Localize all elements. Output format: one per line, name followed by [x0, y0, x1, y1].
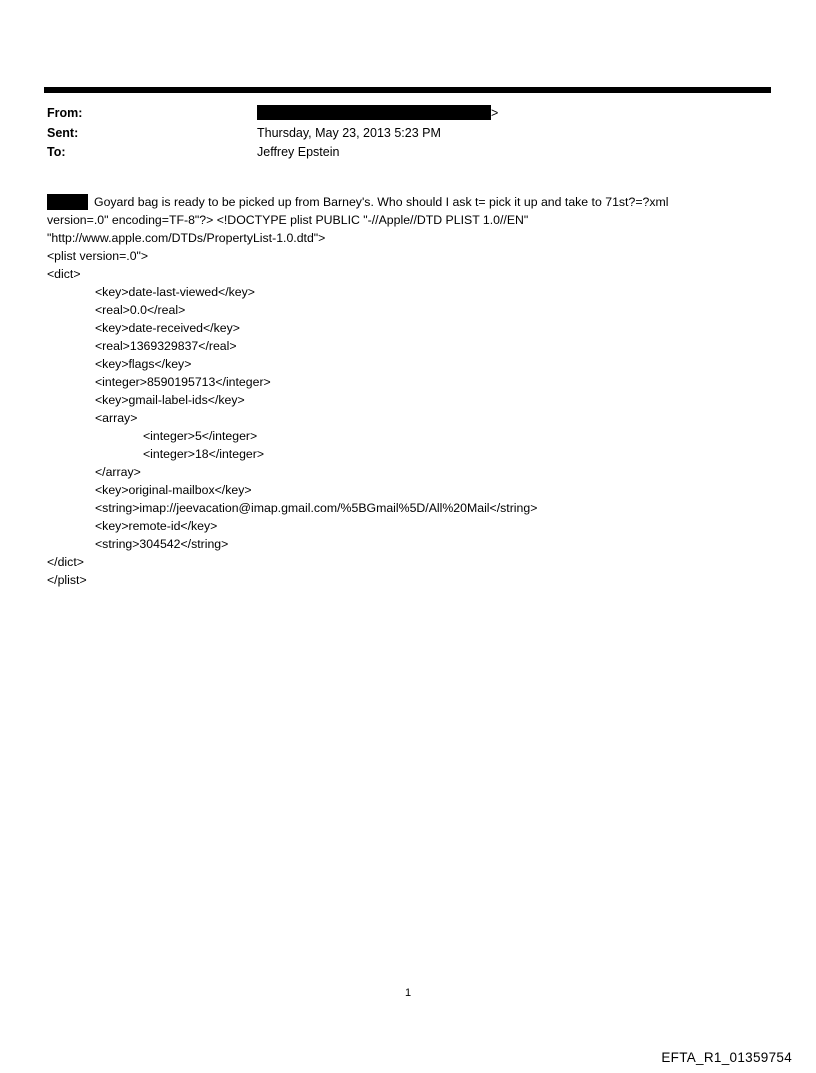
plist-line: <key>gmail-label-ids</key>: [95, 393, 245, 407]
from-value: [257, 104, 777, 124]
redacted-word-bar: [47, 194, 88, 210]
plist-line: </array>: [95, 465, 141, 479]
from-value-suffix: >: [491, 106, 499, 120]
plist-line: </dict>: [47, 555, 84, 569]
plist-line: <integer>8590195713</integer>: [95, 375, 271, 389]
plist-line: <integer>18</integer>: [143, 447, 265, 461]
email-header-to-row: [47, 143, 777, 163]
plist-line: <key>date-last-viewed</key>: [95, 285, 255, 299]
plist-line: </plist>: [47, 573, 87, 587]
to-value: Jeffrey Epstein: [257, 145, 340, 159]
header-divider-rule: [44, 87, 771, 93]
plist-line: "http://www.apple.com/DTDs/PropertyList-1.0.dtd">: [47, 231, 326, 245]
plist-line: <real>1369329837</real>: [95, 339, 237, 353]
email-body: [47, 193, 779, 589]
to-label: To:: [47, 145, 66, 159]
plist-line: <key>original-mailbox</key>: [95, 483, 252, 497]
email-body-first-line: [47, 193, 779, 211]
email-header-sent-row: [47, 124, 777, 144]
plist-line: <key>remote-id</key>: [95, 519, 218, 533]
page-number: 1: [404, 987, 412, 999]
bates-number: EFTA_R1_01359754: [661, 1050, 792, 1065]
from-label: From:: [47, 106, 83, 120]
plist-line: <array>: [95, 411, 138, 425]
plist-line: <integer>5</integer>: [143, 429, 258, 443]
plist-line: <key>flags</key>: [95, 357, 192, 371]
plist-line: <plist version=.0">: [47, 249, 149, 263]
email-body-first-line-text: Goyard bag is ready to be picked up from Barney's. Who should I ask t= pick it up and take to 71st?=?xml: [94, 195, 669, 209]
plist-line: <key>date-received</key>: [95, 321, 240, 335]
plist-code-block: [47, 211, 779, 589]
plist-line: <real>0.0</real>: [95, 303, 186, 317]
sent-label: Sent:: [47, 125, 79, 140]
email-header: [47, 104, 777, 163]
plist-line: version=.0" encoding=TF-8"?> <!DOCTYPE plist PUBLIC "-//Apple//DTD PLIST 1.0//EN": [47, 213, 529, 227]
email-header-from-row: [47, 104, 777, 124]
redacted-sender-bar: [257, 105, 491, 120]
sent-value: Thursday, May 23, 2013 5:23 PM: [257, 125, 441, 140]
plist-line: <string>imap://jeevacation@imap.gmail.com/%5BGmail%5D/All%20Mail</string>: [95, 501, 538, 515]
plist-line: <dict>: [47, 267, 81, 281]
plist-line: <string>304542</string>: [95, 537, 229, 551]
